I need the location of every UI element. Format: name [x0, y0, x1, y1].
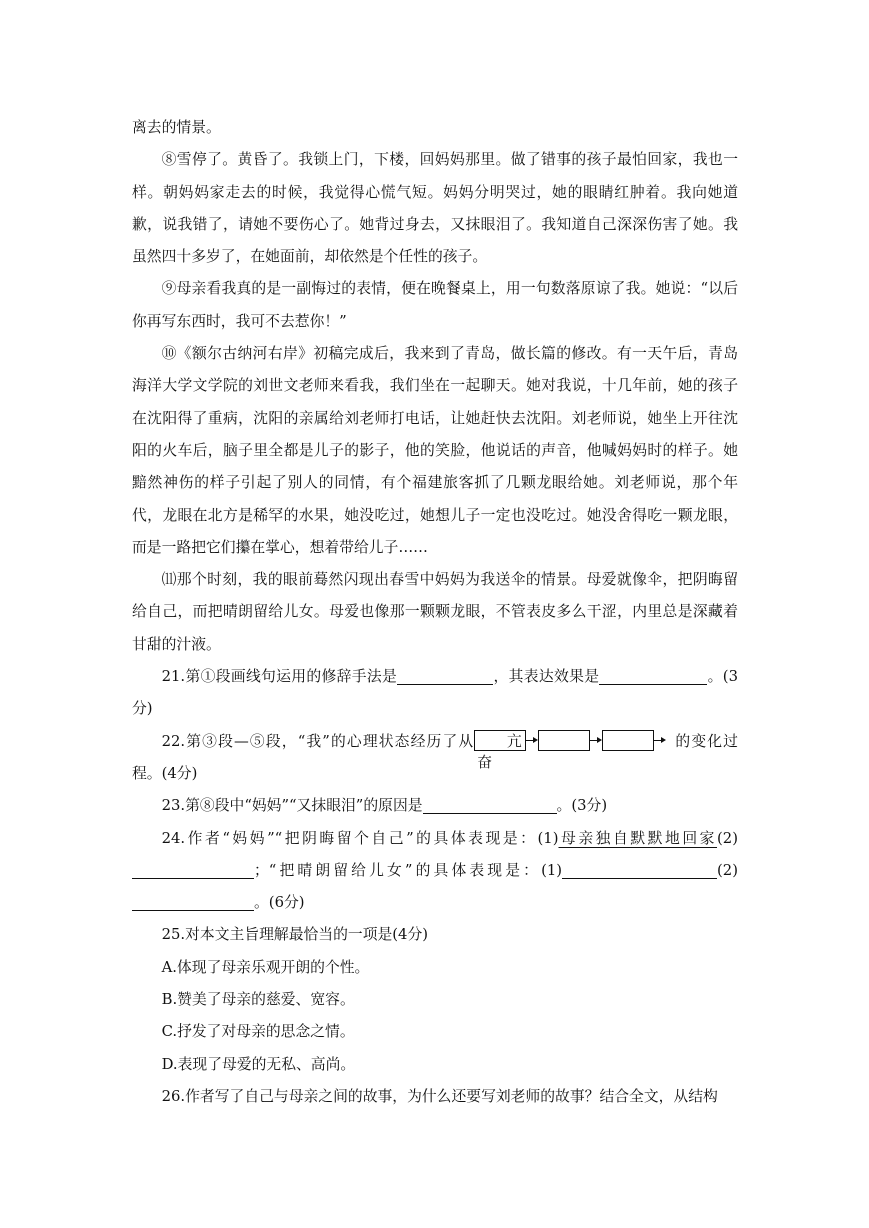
arrow-icon — [526, 736, 538, 746]
option-c[interactable]: C.抒发了对母亲的思念之情。 — [161, 1023, 355, 1041]
answer-blank-rhetoric[interactable] — [397, 666, 493, 685]
question-24-stem: 24.作者“妈妈”“把阴晦留个自己”的具体表现是：(1) — [161, 829, 559, 847]
answer-blank-gloom-2[interactable] — [132, 860, 254, 879]
flow-box-2-blank[interactable] — [538, 730, 590, 751]
paragraph-11: ⑾那个时刻，我的眼前蓦然闪现出春雪中妈妈为我送伞的情景。母爱就像伞，把阴晦留给自己，而把晴朗留给儿女。母爱也像那一颗颗龙眼，不管表皮多么干涩，内里总是深藏着甘甜的汁液。 — [132, 571, 738, 653]
question-24-sample-answer: 母亲独自默默地回家 — [558, 829, 718, 847]
flow-box-3-blank[interactable] — [602, 730, 654, 751]
answer-blank-reason[interactable] — [423, 795, 557, 814]
question-26-stem: 26.作者写了自己与母亲之间的故事，为什么还要写刘老师的故事？结合全文，从结构 — [161, 1087, 718, 1105]
question-23-stem: 23.第⑧段中“妈妈”“又抹眼泪”的原因是 — [161, 797, 423, 815]
question-23-score: 。(3分) — [556, 797, 608, 815]
flow-box-1: 亢 奋 — [474, 730, 526, 751]
question-22-tail: 的变化过程。(4分) — [132, 732, 738, 782]
paragraph-10: ⑩《额尔古纳河右岸》初稿完成后，我来到了青岛，做长篇的修改。有一天午后，青岛海洋大学文学院的刘世文老师来看我，我们坐在一起聊天。她对我说，十几年前，她的孩子在沈阳得了重病，沈阳的亲属给刘老师打电话，让她赶快去沈阳。刘老师说，她坐上开往沈阳的火车后，脑子里全都是儿子的影子，他的笑脸，他说话的声音，他喊妈妈时的样子。她黯然神伤的样子引起了别人的同情，有个福建旅客抓了几颗龙眼给她。刘老师说，那个年代，龙眼在北方是稀罕的水果，她没吃过，她想儿子一定也没吃过。她没舍得吃一颗龙眼，而是一路把它们攥在掌心，想着带给儿子…… — [132, 345, 738, 556]
question-25-stem: 25.对本文主旨理解最恰当的一项是(4分) — [161, 926, 429, 944]
answer-blank-bright-2[interactable] — [132, 892, 254, 911]
option-b[interactable]: B.赞美了母亲的慈爱、宽容。 — [161, 991, 355, 1009]
paragraph-9: ⑨母亲看我真的是一副悔过的表情，便在晚餐桌上，用一句数落原谅了我。她说：“以后你再写东西时，我可不去惹你！” — [132, 280, 738, 330]
question-21-score: 。(3分) — [132, 668, 738, 718]
question-24-score: 。(6分) — [254, 894, 305, 912]
answer-blank-effect[interactable] — [599, 666, 707, 685]
question-21-middle: ，其表达效果是 — [493, 668, 600, 686]
question-24-middle: ；“把晴朗留给儿女”的具体表现是：(1) — [254, 861, 563, 879]
question-22-stem: 22.第③段—⑤段，“我”的心理状态经历了从 — [161, 732, 475, 750]
paragraph-intro: 离去的情景。 — [132, 119, 221, 136]
question-22 — [132, 726, 738, 791]
option-a[interactable]: A.体现了母亲乐观开朗的个性。 — [161, 958, 370, 976]
question-21-stem: 21.第①段画线句运用的修辞手法是 — [161, 668, 398, 686]
question-21 — [132, 661, 738, 726]
question-24-label-4: (2) — [717, 861, 738, 879]
option-d[interactable]: D.表现了母爱的无私、高尚。 — [161, 1055, 356, 1073]
question-23 — [132, 790, 738, 822]
answer-blank-bright-1[interactable] — [562, 860, 717, 879]
question-24-label-2: (2) — [717, 829, 738, 847]
arrow-icon — [590, 736, 602, 746]
document-body — [132, 112, 738, 1113]
arrow-icon — [654, 736, 666, 746]
question-24 — [132, 823, 738, 920]
paragraph-8: ⑧雪停了。黄昏了。我锁上门，下楼，回妈妈那里。做了错事的孩子最怕回家，我也一样。朝妈妈家走去的时候，我觉得心慌气短。妈妈分明哭过，她的眼睛红肿着。我向她道歉，说我错了，请她不要伤心了。她背过身去，又抹眼泪了。我知道自己深深伤害了她。我虽然四十多岁了，在她面前，却依然是个任性的孩子。 — [132, 151, 738, 266]
